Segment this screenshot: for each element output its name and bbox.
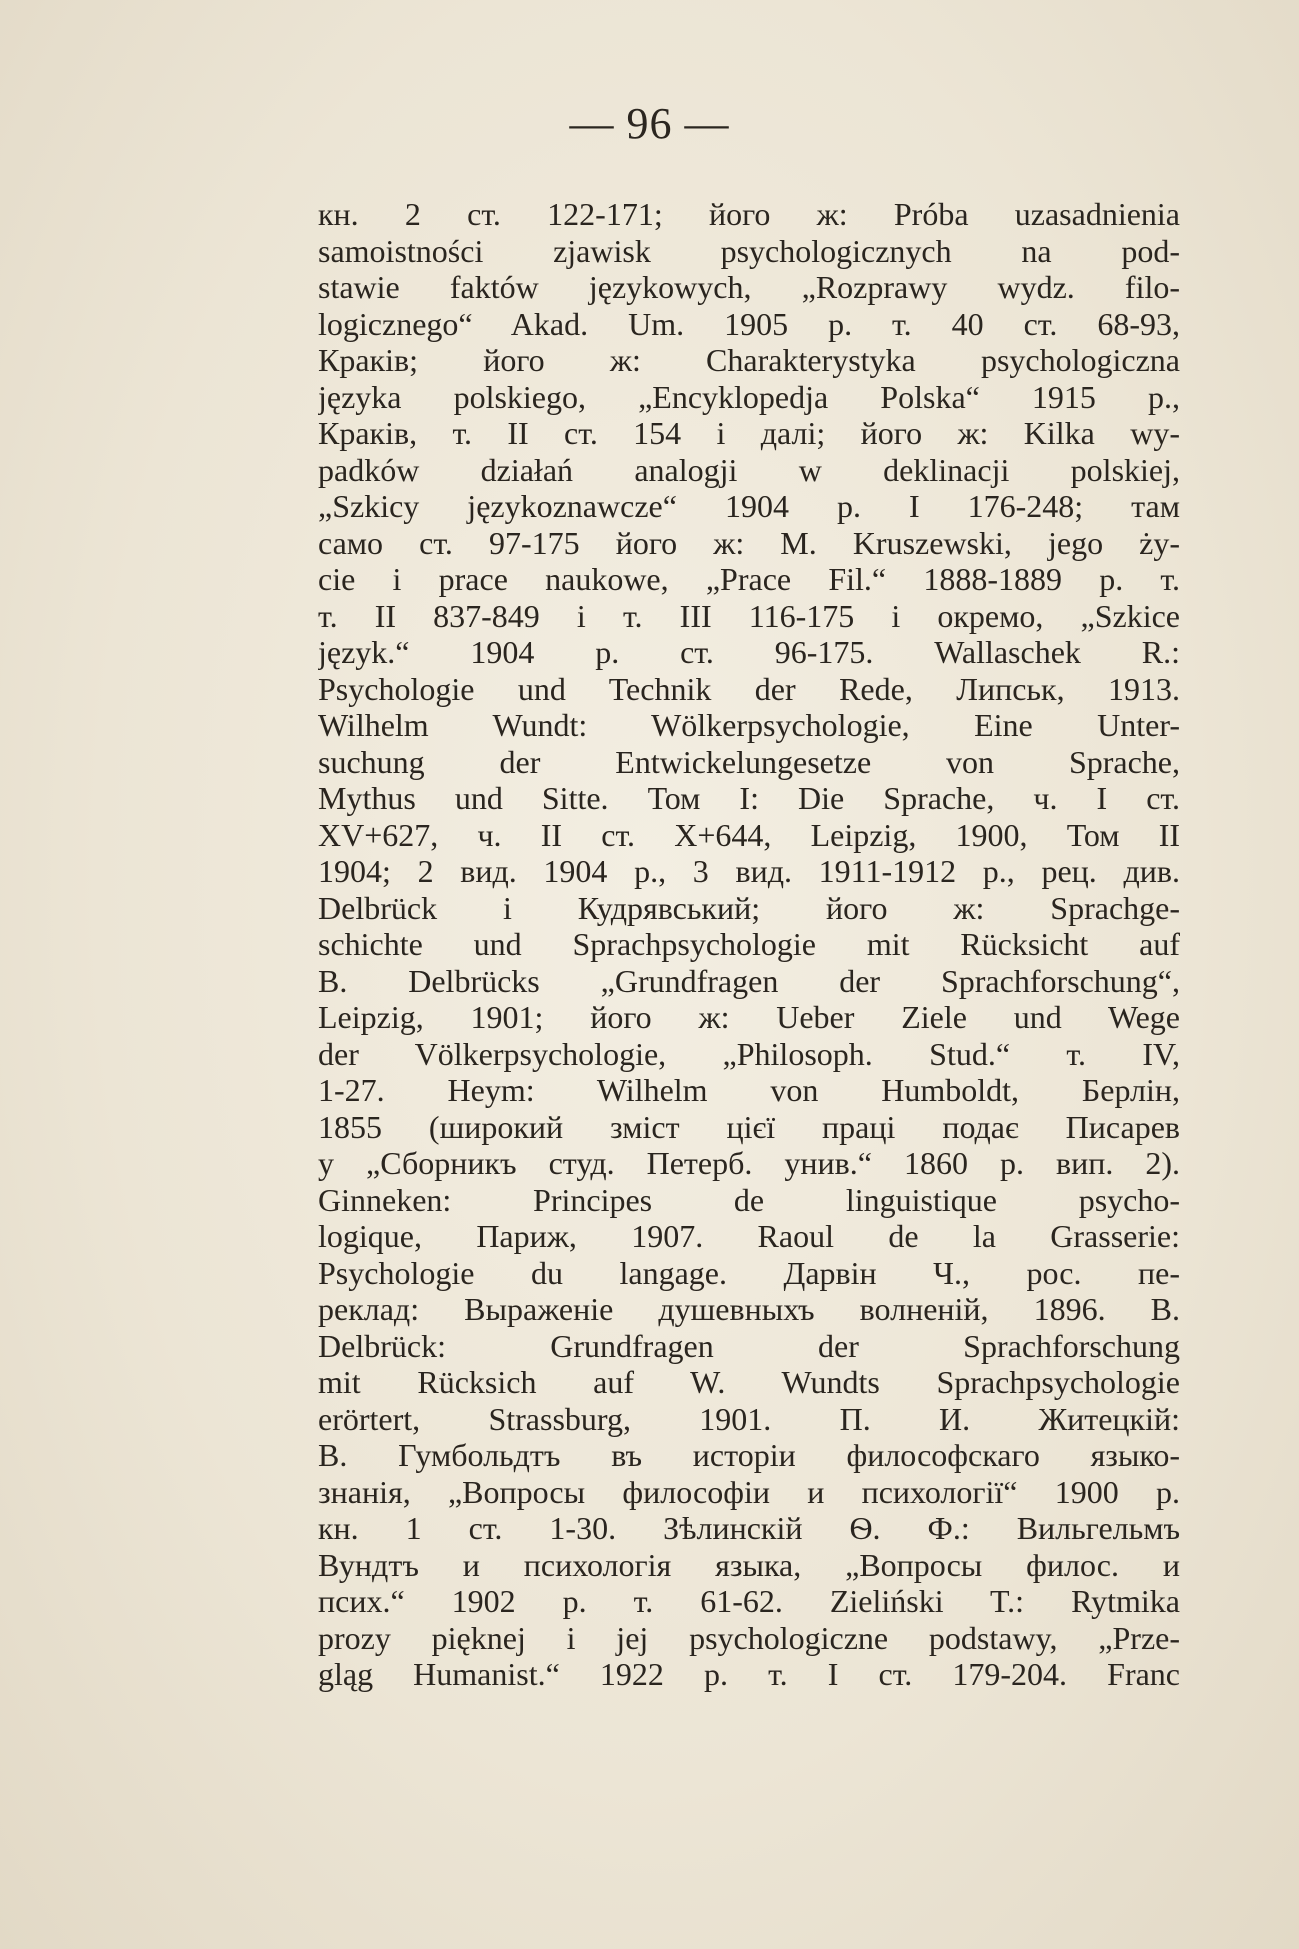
- text-line: mit Rücksich auf W. Wundts Sprachpsychologie: [318, 1364, 1180, 1400]
- text-line: B. Delbrücks „Grundfragen der Sprachforschung“,: [318, 962, 1180, 999]
- text-line: samoistności zjawisk psychologicznych na pod-: [318, 232, 1180, 269]
- text-line: XV+627, ч. II ст. X+644, Leipzig, 1900, Том II: [318, 816, 1180, 853]
- text-line: 1855 (широкий зміст цієї праці подає Писарев: [318, 1108, 1180, 1145]
- text-line: кн. 2 ст. 122-171; його ж: Próba uzasadnienia: [318, 196, 1180, 232]
- text-line: 1904; 2 вид. 1904 р., 3 вид. 1911-1912 р., рец. див.: [318, 853, 1180, 889]
- text-line: само ст. 97-175 його ж: M. Kruszewski, jego ży-: [318, 524, 1180, 561]
- text-line: gląg Humanist.“ 1922 р. т. I ст. 179-204. Franc: [318, 1656, 1180, 1692]
- page-number: — 96 —: [569, 99, 730, 148]
- text-line: logique, Париж, 1907. Raoul de la Grasserie:: [318, 1218, 1180, 1254]
- text-line: suchung der Entwickelungesetze von Sprache,: [318, 743, 1180, 780]
- text-line: prozy pięknej i jej psychologiczne podstawy, „Prze-: [318, 1619, 1180, 1656]
- text-line: schichte und Sprachpsychologie mit Rücksicht auf: [318, 926, 1180, 962]
- text-line: Wilhelm Wundt: Wölkerpsychologie, Eine Unter-: [318, 707, 1180, 743]
- text-line: cie i prace naukowe, „Prace Fil.“ 1888-1889 р. т.: [318, 561, 1180, 597]
- text-line: 1-27. Heym: Wilhelm von Humboldt, Берлін,: [318, 1072, 1180, 1108]
- text-line: erörtert, Strassburg, 1901. П. И. Житецкій:: [318, 1400, 1180, 1437]
- text-line: język.“ 1904 р. ст. 96-175. Wallaschek R.:: [318, 634, 1180, 670]
- text-line: кн. 1 ст. 1-30. Зѣлинскій Ѳ. Ф.: Вильгельмъ: [318, 1510, 1180, 1546]
- text-line: Psychologie und Technik der Rede, Липськ, 1913.: [318, 670, 1180, 707]
- text-line: псих.“ 1902 р. т. 61-62. Zieliński T.: Rytmika: [318, 1583, 1180, 1619]
- text-line: у „Сборникъ студ. Петерб. унив.“ 1860 р. вип. 2).: [318, 1145, 1180, 1181]
- text-line: Ginneken: Principes de linguistique psycho-: [318, 1181, 1180, 1218]
- text-line: „Szkicy językoznawcze“ 1904 р. I 176-248; там: [318, 488, 1180, 524]
- text-line: Psychologie du langage. Дарвін Ч., рос. пе-: [318, 1254, 1180, 1291]
- text-line: języka polskiego, „Encyklopedja Polska“ 1915 р.,: [318, 378, 1180, 415]
- text-line: padków działań analogji w deklinacji polskiej,: [318, 451, 1180, 488]
- text-line: реклад: Выраженіе душевныхъ волненій, 1896. B.: [318, 1291, 1180, 1327]
- text-line: stawie faktów językowych, „Rozprawy wydz. filo-: [318, 269, 1180, 305]
- text-line: Вундтъ и психологія языка, „Вопросы филос. и: [318, 1546, 1180, 1583]
- text-line: Краків; його ж: Charakterystyka psychologiczna: [318, 342, 1180, 378]
- bibliography-text: [318, 196, 1180, 1693]
- text-line: der Völkerpsychologie, „Philosoph. Stud.“ т. IV,: [318, 1035, 1180, 1072]
- text-line: знанія, „Вопросы философіи и психології“ 1900 р.: [318, 1473, 1180, 1510]
- text-line: Delbrück: Grundfragen der Sprachforschung: [318, 1327, 1180, 1364]
- text-line: Mythus und Sitte. Том I: Die Sprache, ч. I ст.: [318, 780, 1180, 816]
- text-line: Leipzig, 1901; його ж: Ueber Ziele und Wege: [318, 999, 1180, 1035]
- text-line: logicznego“ Akad. Um. 1905 р. т. 40 ст. 68-93,: [318, 305, 1180, 342]
- text-line: Delbrück і Кудрявський; його ж: Sprachge-: [318, 889, 1180, 926]
- text-line: т. II 837-849 і т. III 116-175 і окремо, „Szkice: [318, 597, 1180, 634]
- text-line: В. Гумбольдтъ въ исторіи философскаго языко-: [318, 1437, 1180, 1473]
- text-line: Краків, т. II ст. 154 і далі; його ж: Kilka wy-: [318, 415, 1180, 451]
